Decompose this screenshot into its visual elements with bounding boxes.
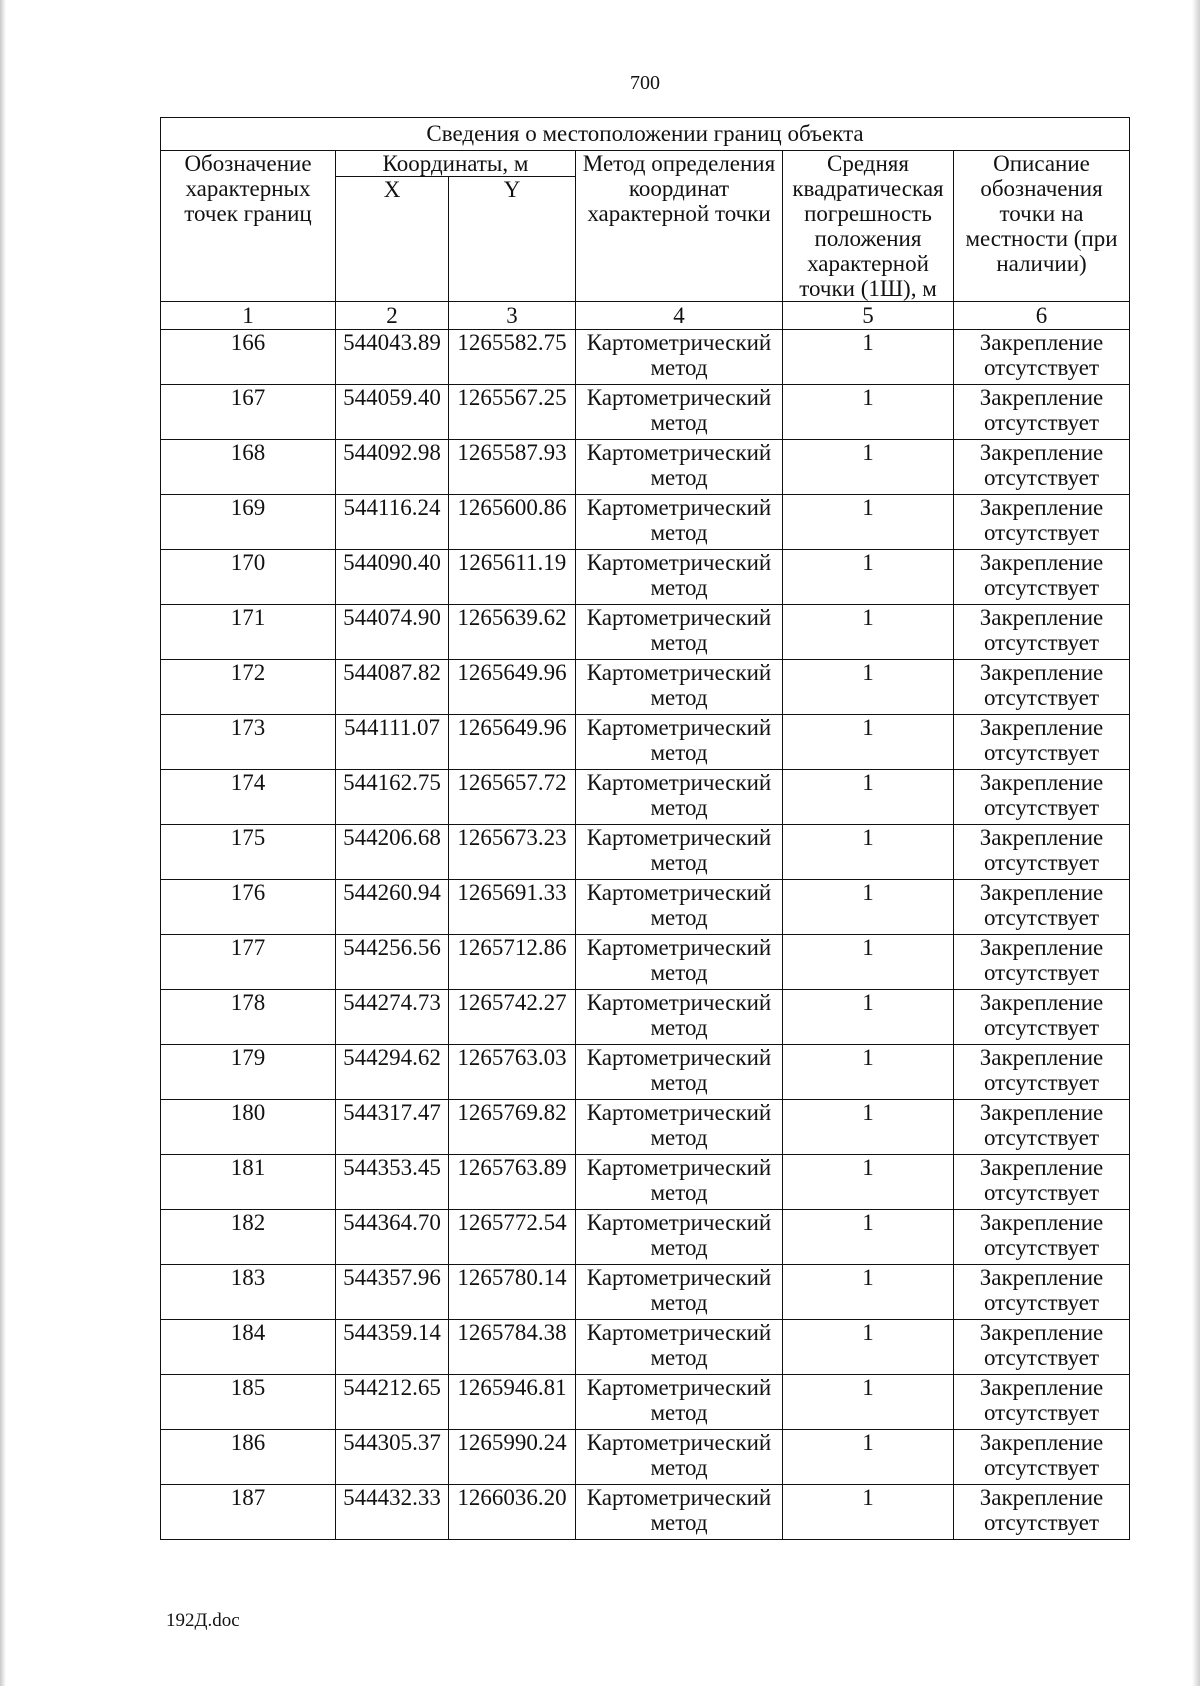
cell-error: 1 bbox=[783, 770, 954, 825]
cell-x: 544364.70 bbox=[336, 1210, 449, 1265]
cell-description: Закрепление отсутствует bbox=[954, 495, 1130, 550]
table-row bbox=[161, 880, 1130, 935]
cell-point: 173 bbox=[161, 715, 336, 770]
cell-x: 544206.68 bbox=[336, 825, 449, 880]
cell-description: Закрепление отсутствует bbox=[954, 1430, 1130, 1485]
table-row bbox=[161, 1375, 1130, 1430]
boundary-table bbox=[160, 117, 1130, 1540]
cell-y: 1265600.86 bbox=[449, 495, 576, 550]
cell-y: 1265587.93 bbox=[449, 440, 576, 495]
column-number: 5 bbox=[783, 302, 954, 330]
column-number: 1 bbox=[161, 302, 336, 330]
cell-x: 544274.73 bbox=[336, 990, 449, 1045]
table-row bbox=[161, 440, 1130, 495]
cell-method: Картометрический метод bbox=[576, 715, 783, 770]
cell-point: 168 bbox=[161, 440, 336, 495]
cell-description: Закрепление отсутствует bbox=[954, 935, 1130, 990]
cell-method: Картометрический метод bbox=[576, 1155, 783, 1210]
cell-point: 187 bbox=[161, 1485, 336, 1540]
cell-point: 181 bbox=[161, 1155, 336, 1210]
cell-method: Картометрический метод bbox=[576, 440, 783, 495]
cell-description: Закрепление отсутствует bbox=[954, 1155, 1130, 1210]
cell-error: 1 bbox=[783, 1045, 954, 1100]
cell-description: Закрепление отсутствует bbox=[954, 660, 1130, 715]
cell-method: Картометрический метод bbox=[576, 660, 783, 715]
page-number: 700 bbox=[630, 72, 660, 94]
cell-error: 1 bbox=[783, 660, 954, 715]
cell-method: Картометрический метод bbox=[576, 330, 783, 385]
scan-edge-right bbox=[1192, 0, 1200, 1686]
table-row bbox=[161, 330, 1130, 385]
cell-method: Картометрический метод bbox=[576, 990, 783, 1045]
cell-description: Закрепление отсутствует bbox=[954, 550, 1130, 605]
table-title: Сведения о местоположении границ объекта bbox=[161, 118, 1130, 151]
column-number: 2 bbox=[336, 302, 449, 330]
cell-point: 170 bbox=[161, 550, 336, 605]
cell-x: 544087.82 bbox=[336, 660, 449, 715]
cell-description: Закрепление отсутствует bbox=[954, 1210, 1130, 1265]
cell-method: Картометрический метод bbox=[576, 1265, 783, 1320]
cell-x: 544305.37 bbox=[336, 1430, 449, 1485]
cell-x: 544074.90 bbox=[336, 605, 449, 660]
cell-point: 171 bbox=[161, 605, 336, 660]
table-row bbox=[161, 1430, 1130, 1485]
cell-point: 175 bbox=[161, 825, 336, 880]
cell-method: Картометрический метод bbox=[576, 880, 783, 935]
cell-error: 1 bbox=[783, 990, 954, 1045]
cell-method: Картометрический метод bbox=[576, 1430, 783, 1485]
cell-point: 180 bbox=[161, 1100, 336, 1155]
cell-method: Картометрический метод bbox=[576, 935, 783, 990]
cell-error: 1 bbox=[783, 550, 954, 605]
cell-error: 1 bbox=[783, 1430, 954, 1485]
cell-y: 1265567.25 bbox=[449, 385, 576, 440]
cell-x: 544043.89 bbox=[336, 330, 449, 385]
cell-error: 1 bbox=[783, 330, 954, 385]
table-row bbox=[161, 550, 1130, 605]
cell-point: 177 bbox=[161, 935, 336, 990]
cell-point: 172 bbox=[161, 660, 336, 715]
cell-error: 1 bbox=[783, 1265, 954, 1320]
cell-y: 1265611.19 bbox=[449, 550, 576, 605]
cell-y: 1265649.96 bbox=[449, 715, 576, 770]
cell-description: Закрепление отсутствует bbox=[954, 770, 1130, 825]
cell-x: 544212.65 bbox=[336, 1375, 449, 1430]
cell-point: 174 bbox=[161, 770, 336, 825]
cell-error: 1 bbox=[783, 715, 954, 770]
table-row bbox=[161, 935, 1130, 990]
cell-method: Картометрический метод bbox=[576, 550, 783, 605]
header-x: X bbox=[336, 177, 449, 302]
cell-y: 1265691.33 bbox=[449, 880, 576, 935]
cell-x: 544432.33 bbox=[336, 1485, 449, 1540]
cell-description: Закрепление отсутствует bbox=[954, 605, 1130, 660]
table-row bbox=[161, 990, 1130, 1045]
cell-error: 1 bbox=[783, 495, 954, 550]
cell-error: 1 bbox=[783, 1210, 954, 1265]
cell-point: 176 bbox=[161, 880, 336, 935]
header-method: Метод определения координат характерной точки bbox=[576, 151, 783, 302]
cell-y: 1265742.27 bbox=[449, 990, 576, 1045]
cell-x: 544256.56 bbox=[336, 935, 449, 990]
cell-description: Закрепление отсутствует bbox=[954, 825, 1130, 880]
cell-point: 166 bbox=[161, 330, 336, 385]
column-number: 3 bbox=[449, 302, 576, 330]
cell-description: Закрепление отсутствует bbox=[954, 440, 1130, 495]
cell-method: Картометрический метод bbox=[576, 605, 783, 660]
table-row bbox=[161, 1045, 1130, 1100]
table-row bbox=[161, 1320, 1130, 1375]
cell-x: 544294.62 bbox=[336, 1045, 449, 1100]
header-coordinates: Координаты, м bbox=[336, 151, 576, 177]
header-y: Y bbox=[449, 177, 576, 302]
cell-point: 186 bbox=[161, 1430, 336, 1485]
table-row bbox=[161, 1155, 1130, 1210]
cell-x: 544357.96 bbox=[336, 1265, 449, 1320]
cell-error: 1 bbox=[783, 825, 954, 880]
table-row bbox=[161, 715, 1130, 770]
cell-point: 167 bbox=[161, 385, 336, 440]
cell-description: Закрепление отсутствует bbox=[954, 715, 1130, 770]
cell-x: 544059.40 bbox=[336, 385, 449, 440]
column-number: 6 bbox=[954, 302, 1130, 330]
cell-description: Закрепление отсутствует bbox=[954, 1100, 1130, 1155]
header-point-designation: Обозначение характерных точек границ bbox=[161, 151, 336, 302]
cell-description: Закрепление отсутствует bbox=[954, 1045, 1130, 1100]
cell-y: 1265763.03 bbox=[449, 1045, 576, 1100]
cell-description: Закрепление отсутствует bbox=[954, 385, 1130, 440]
cell-method: Картометрический метод bbox=[576, 1045, 783, 1100]
header-mean-error: Средняя квадратическая погрешность положения характерной точки (1Ш), м bbox=[783, 151, 954, 302]
cell-y: 1265769.82 bbox=[449, 1100, 576, 1155]
cell-error: 1 bbox=[783, 385, 954, 440]
cell-error: 1 bbox=[783, 1155, 954, 1210]
cell-error: 1 bbox=[783, 935, 954, 990]
column-number-row bbox=[161, 302, 1130, 330]
cell-x: 544090.40 bbox=[336, 550, 449, 605]
table-row bbox=[161, 495, 1130, 550]
cell-method: Картометрический метод bbox=[576, 1485, 783, 1540]
header-description: Описание обозначения точки на местности (при наличии) bbox=[954, 151, 1130, 302]
cell-y: 1265657.72 bbox=[449, 770, 576, 825]
cell-x: 544317.47 bbox=[336, 1100, 449, 1155]
table-row bbox=[161, 1210, 1130, 1265]
cell-y: 1265673.23 bbox=[449, 825, 576, 880]
cell-x: 544111.07 bbox=[336, 715, 449, 770]
cell-y: 1265784.38 bbox=[449, 1320, 576, 1375]
scan-edge-left bbox=[0, 0, 6, 1686]
cell-y: 1265649.96 bbox=[449, 660, 576, 715]
table-body bbox=[161, 330, 1130, 1540]
table-row bbox=[161, 1485, 1130, 1540]
table-row bbox=[161, 605, 1130, 660]
cell-method: Картометрический метод bbox=[576, 385, 783, 440]
cell-y: 1265763.89 bbox=[449, 1155, 576, 1210]
cell-error: 1 bbox=[783, 605, 954, 660]
table-row bbox=[161, 1100, 1130, 1155]
cell-x: 544092.98 bbox=[336, 440, 449, 495]
cell-point: 185 bbox=[161, 1375, 336, 1430]
table-row bbox=[161, 385, 1130, 440]
cell-point: 178 bbox=[161, 990, 336, 1045]
cell-point: 183 bbox=[161, 1265, 336, 1320]
cell-point: 182 bbox=[161, 1210, 336, 1265]
cell-description: Закрепление отсутствует bbox=[954, 1265, 1130, 1320]
cell-description: Закрепление отсутствует bbox=[954, 880, 1130, 935]
cell-description: Закрепление отсутствует bbox=[954, 990, 1130, 1045]
table-row bbox=[161, 770, 1130, 825]
table-row bbox=[161, 1265, 1130, 1320]
table-row bbox=[161, 825, 1130, 880]
cell-method: Картометрический метод bbox=[576, 1320, 783, 1375]
cell-y: 1265712.86 bbox=[449, 935, 576, 990]
cell-error: 1 bbox=[783, 1100, 954, 1155]
cell-error: 1 bbox=[783, 440, 954, 495]
cell-method: Картометрический метод bbox=[576, 1375, 783, 1430]
cell-error: 1 bbox=[783, 1320, 954, 1375]
cell-description: Закрепление отсутствует bbox=[954, 330, 1130, 385]
cell-x: 544260.94 bbox=[336, 880, 449, 935]
cell-y: 1266036.20 bbox=[449, 1485, 576, 1540]
cell-method: Картометрический метод bbox=[576, 770, 783, 825]
cell-error: 1 bbox=[783, 1485, 954, 1540]
cell-description: Закрепление отсутствует bbox=[954, 1320, 1130, 1375]
cell-y: 1265990.24 bbox=[449, 1430, 576, 1485]
cell-x: 544359.14 bbox=[336, 1320, 449, 1375]
table-row bbox=[161, 660, 1130, 715]
cell-y: 1265946.81 bbox=[449, 1375, 576, 1430]
cell-point: 179 bbox=[161, 1045, 336, 1100]
cell-method: Картометрический метод bbox=[576, 1100, 783, 1155]
cell-point: 169 bbox=[161, 495, 336, 550]
cell-description: Закрепление отсутствует bbox=[954, 1485, 1130, 1540]
cell-method: Картометрический метод bbox=[576, 495, 783, 550]
footer-file-name: 192Д.doc bbox=[166, 1610, 240, 1631]
cell-y: 1265772.54 bbox=[449, 1210, 576, 1265]
cell-error: 1 bbox=[783, 1375, 954, 1430]
cell-method: Картометрический метод bbox=[576, 825, 783, 880]
cell-y: 1265582.75 bbox=[449, 330, 576, 385]
cell-x: 544162.75 bbox=[336, 770, 449, 825]
cell-description: Закрепление отсутствует bbox=[954, 1375, 1130, 1430]
cell-y: 1265639.62 bbox=[449, 605, 576, 660]
cell-method: Картометрический метод bbox=[576, 1210, 783, 1265]
cell-y: 1265780.14 bbox=[449, 1265, 576, 1320]
column-number: 4 bbox=[576, 302, 783, 330]
cell-error: 1 bbox=[783, 880, 954, 935]
cell-x: 544353.45 bbox=[336, 1155, 449, 1210]
cell-x: 544116.24 bbox=[336, 495, 449, 550]
cell-point: 184 bbox=[161, 1320, 336, 1375]
